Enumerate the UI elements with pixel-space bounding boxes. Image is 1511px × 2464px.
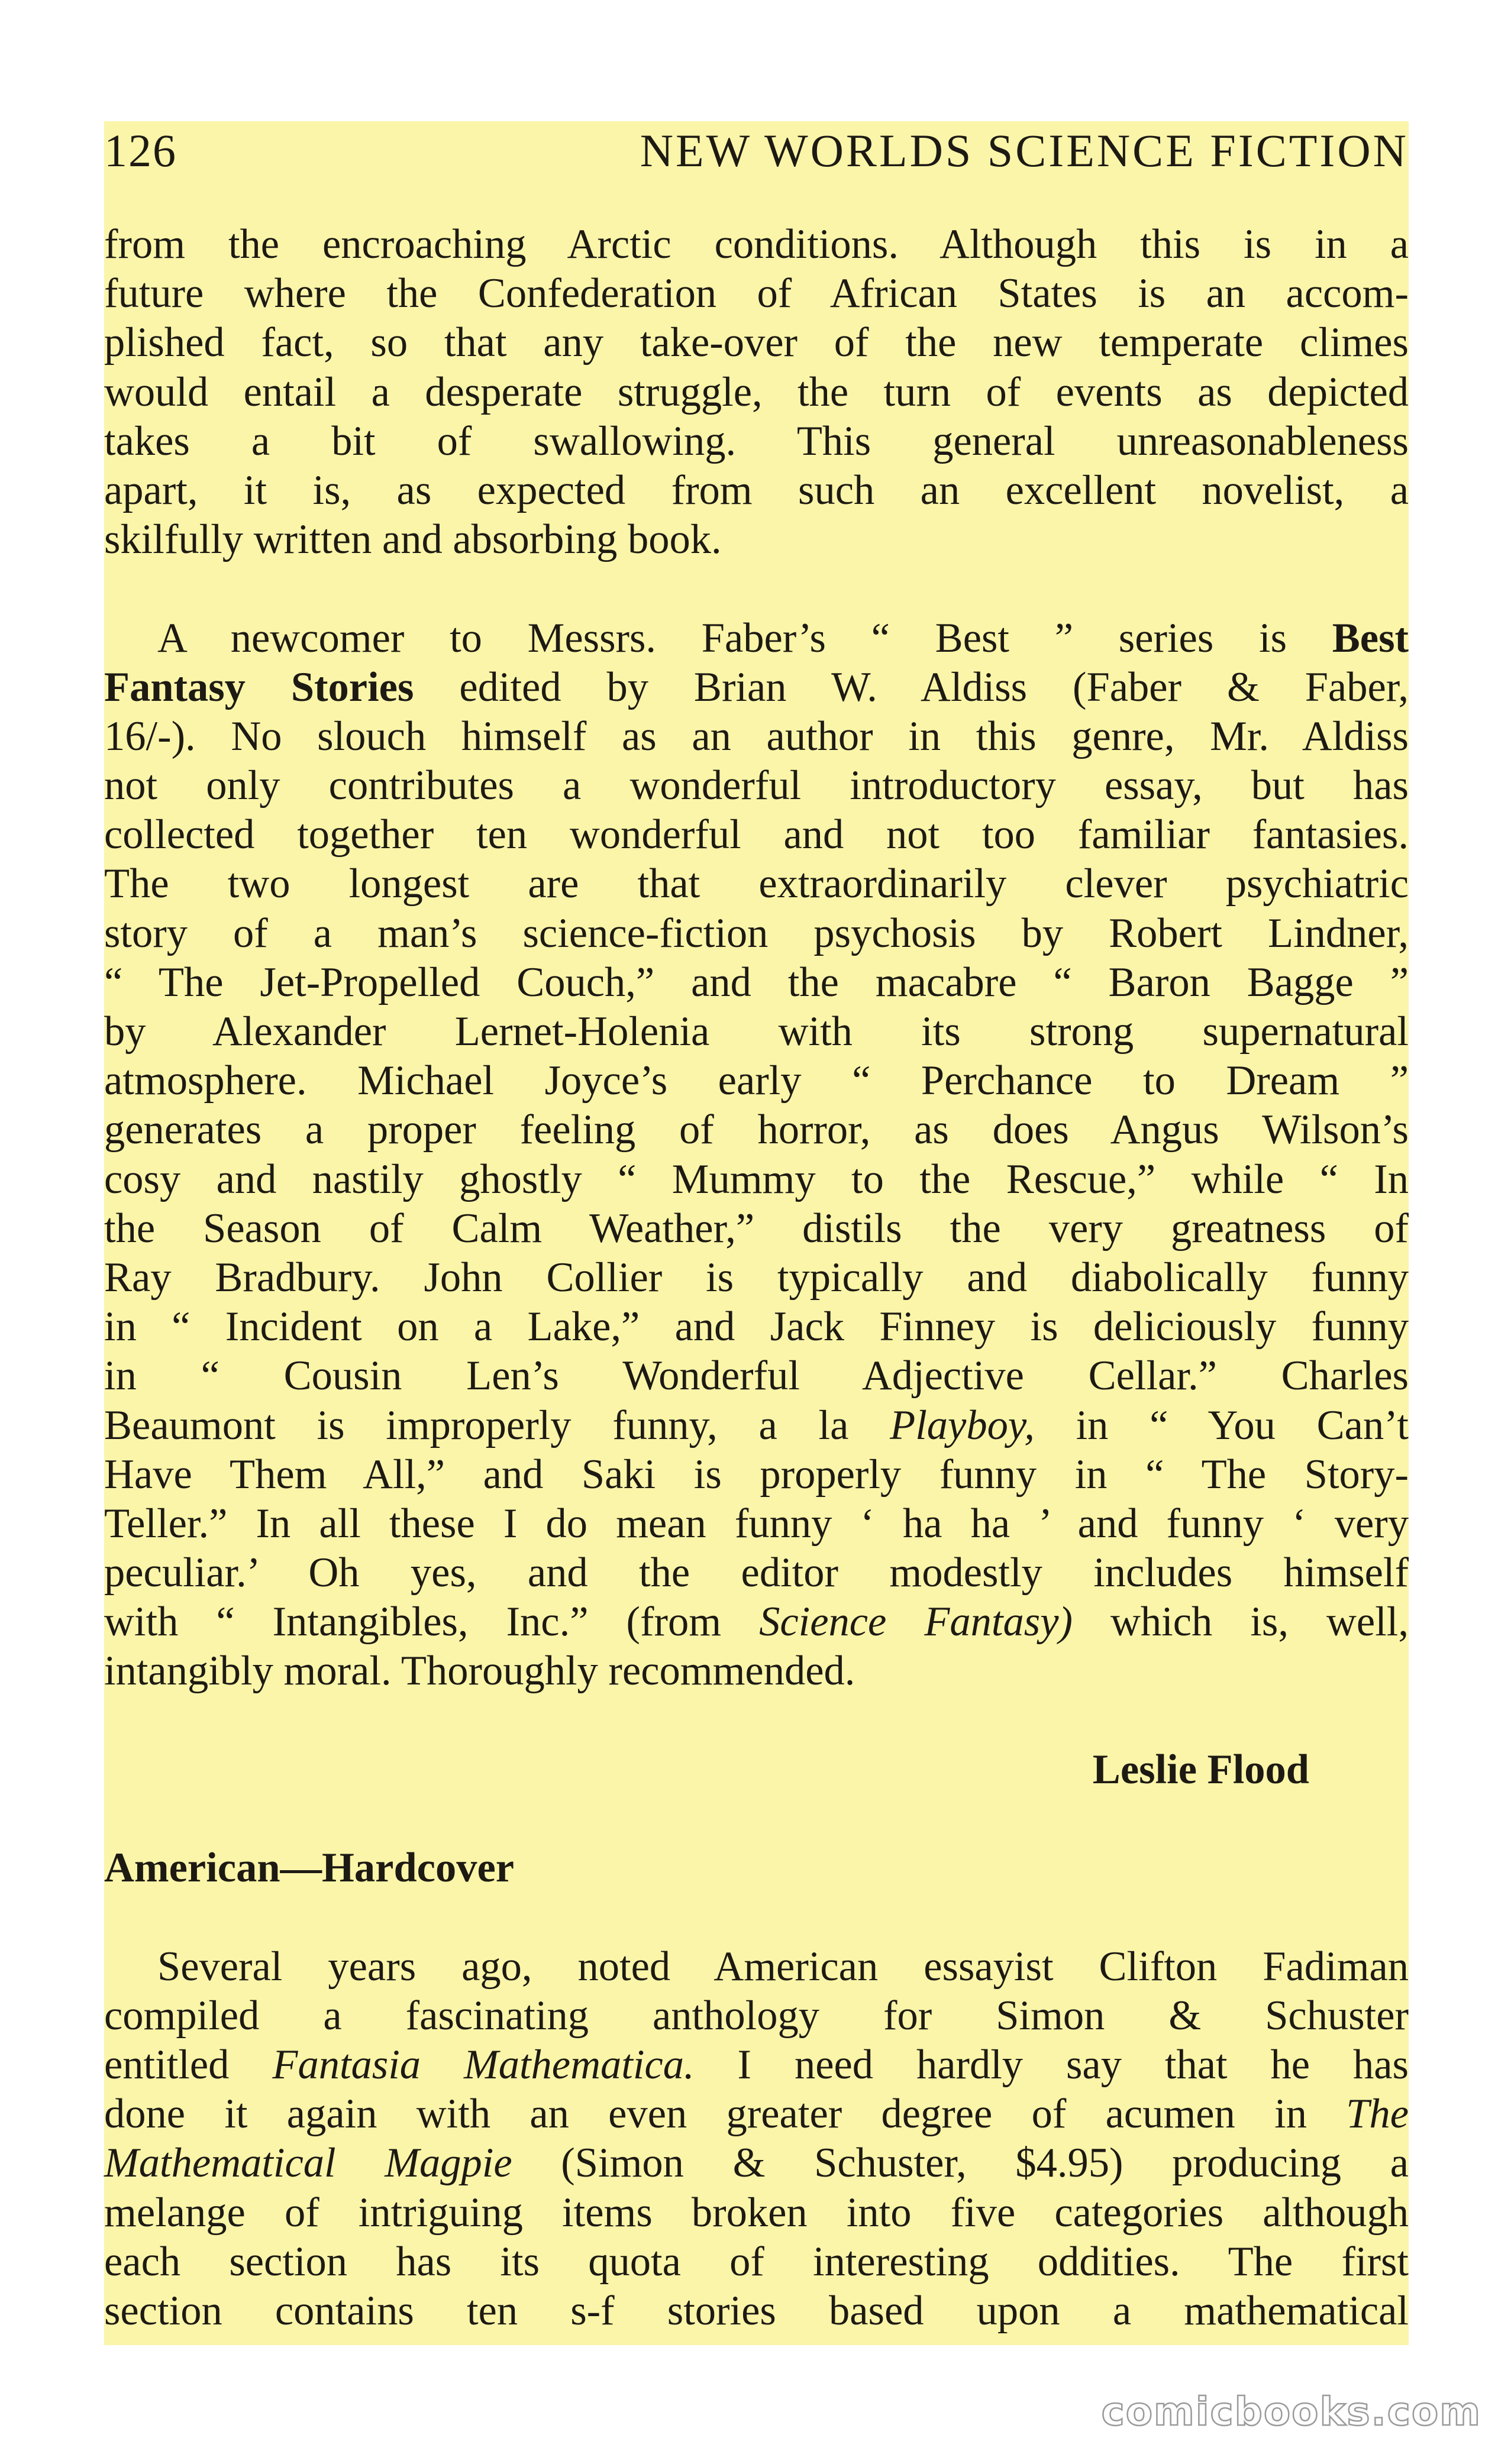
paragraph-gap [104, 1794, 1409, 1844]
text-run: (Simon & Schuster, $4.95) producing a [561, 2140, 1409, 2187]
text-line: Ray Bradbury. John Collier is typically and diabolically funny [104, 1254, 1409, 1301]
section-heading: American—Hardcover [104, 1845, 515, 1891]
text-line: cosy and nastily ghostly “ Mummy to the Rescue,” while “ In [104, 1156, 1409, 1202]
text-run: I need hardly say that he has [737, 2041, 1409, 2088]
text-line: apart, it is, as expected from such an excellent novelist, a [104, 467, 1409, 513]
text-line: section contains ten s-f stories based upon a mathematical [104, 2287, 1409, 2334]
text-run: which is, well, [1110, 1599, 1409, 1645]
text-line [104, 2090, 1409, 2139]
text-line: atmosphere. Michael Joyce’s early “ Perchance to Dream ” [104, 1058, 1409, 1104]
text-line: future where the Confederation of African States is an accom- [104, 270, 1409, 317]
text-line: generates a proper feeling of horror, as does Angus Wilson’s [104, 1107, 1409, 1153]
text-line: from the encroaching Arctic conditions. Although this is in a [104, 221, 1409, 267]
paragraph-gap [104, 564, 1409, 613]
text-run: done it again with an even greater degree of acumen in [104, 2091, 1307, 2138]
text-run: edited by Brian W. Aldiss (Faber & Faber, [459, 664, 1409, 710]
magazine-title-italic: Playboy, [890, 1402, 1035, 1448]
text-line [104, 614, 1409, 663]
text-line [104, 663, 1409, 712]
text-run: in “ You Can’t [1076, 1402, 1409, 1448]
paragraph-continuation [104, 220, 1409, 564]
page-number: 126 [104, 125, 177, 176]
text-run: A newcomer to Messrs. Faber’s “ Best ” series is [157, 615, 1287, 661]
text-run: entitled [104, 2041, 230, 2088]
text-run: with “ Intangibles, Inc.” (from [104, 1599, 722, 1645]
reviewer-signature: Leslie Flood [1092, 1746, 1309, 1793]
paragraph-gap [104, 1696, 1409, 1745]
text-line: takes a bit of swallowing. This general unreasonableness [104, 418, 1409, 464]
text-line: peculiar.’ Oh yes, and the editor modestly includes himself [104, 1550, 1409, 1596]
text-line: Teller.” In all these I do mean funny ‘ ha ha ’ and funny ‘ very [104, 1500, 1409, 1547]
text-line [104, 2139, 1409, 2188]
text-line: collected together ten wonderful and not too familiar fantasies. [104, 811, 1409, 858]
text-line [104, 1598, 1409, 1647]
book-title-italic: Mathematical Magpie [104, 2140, 512, 2187]
text-line [104, 2041, 1409, 2090]
text-line: “ The Jet-Propelled Couch,” and the macabre “ Baron Bagge ” [104, 959, 1409, 1005]
article-body [104, 220, 1409, 2336]
text-line: Have Them All,” and Saki is properly funny in “ The Story- [104, 1451, 1409, 1498]
paragraph-best-fantasy-stories-review [104, 614, 1409, 1696]
book-title-italic: Fantasia Mathematica. [272, 2041, 695, 2088]
text-line: Several years ago, noted American essayist Clifton Fadiman [157, 1943, 1409, 1990]
book-title-italic: The [1346, 2091, 1409, 2138]
text-line: each section has its quota of interesting oddities. The first [104, 2238, 1409, 2285]
text-line: skilfully written and absorbing book. [104, 516, 722, 563]
text-line: in “ Cousin Len’s Wonderful Adjective Cellar.” Charles [104, 1353, 1409, 1399]
watermark-logo: comicbooks.com [1101, 2389, 1481, 2434]
running-header [104, 124, 1409, 186]
text-line: would entail a desperate struggle, the turn of events as depicted [104, 368, 1409, 415]
running-title: NEW WORLDS SCIENCE FICTION [640, 125, 1409, 176]
text-line: in “ Incident on a Lake,” and Jack Finney is deliciously funny [104, 1304, 1409, 1350]
magazine-title-italic: Science Fantasy) [759, 1599, 1073, 1645]
book-title-bold: Best [1332, 615, 1409, 661]
text-line: by Alexander Lernet-Holenia with its strong supernatural [104, 1008, 1409, 1055]
text-line: The two longest are that extraordinarily clever psychiatric [104, 861, 1409, 907]
book-title-bold: Fantasy Stories [104, 664, 414, 710]
text-line: story of a man’s science-fiction psychosis by Robert Lindner, [104, 910, 1409, 956]
text-line: melange of intriguing items broken into five categories although [104, 2189, 1409, 2236]
text-line: plished fact, so that any take-over of the new temperate climes [104, 319, 1409, 366]
paragraph-gap [104, 1893, 1409, 1942]
text-line: intangibly moral. Thoroughly recommended. [104, 1648, 855, 1695]
text-line: compiled a fascinating anthology for Simon & Schuster [104, 1992, 1409, 2039]
text-line [104, 1401, 1409, 1450]
paragraph-mathematical-magpie-review [104, 1942, 1409, 2336]
text-line: the Season of Calm Weather,” distils the very greatness of [104, 1205, 1409, 1252]
text-run: Beaumont is improperly funny, a la [104, 1402, 849, 1448]
text-line: 16/-). No slouch himself as an author in this genre, Mr. Aldiss [104, 713, 1409, 759]
text-line: not only contributes a wonderful introductory essay, but has [104, 762, 1409, 809]
